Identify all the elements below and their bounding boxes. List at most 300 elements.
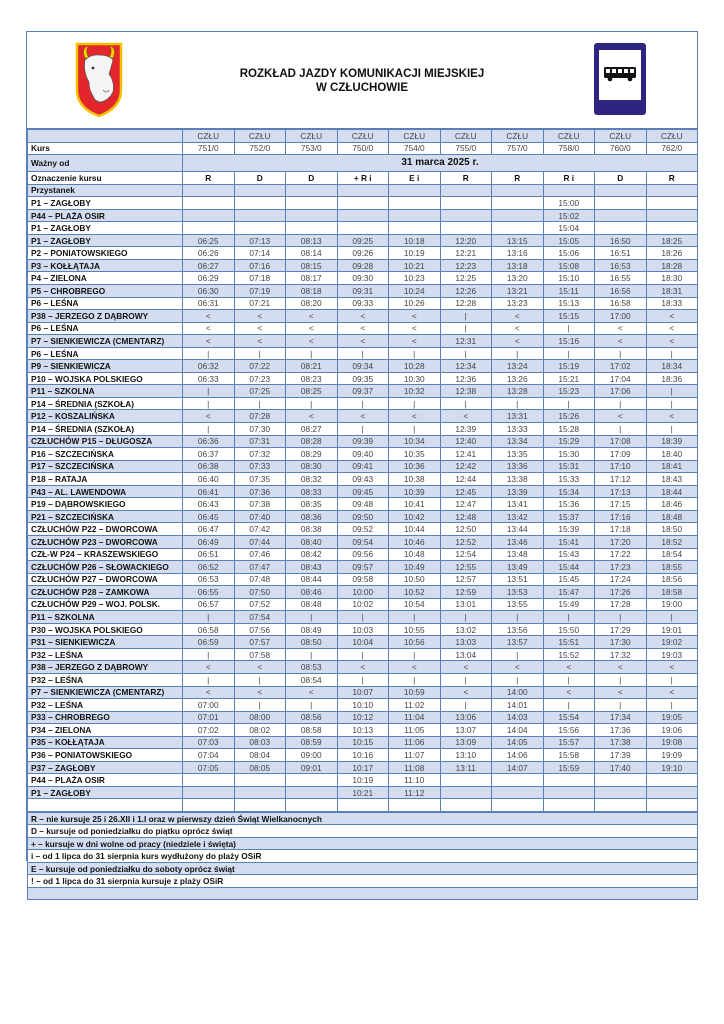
departure-time: 07:30 [234,423,286,436]
departure-time: < [286,310,338,323]
stop-name: P38 – JERZEGO Z DĄBROWY [28,661,183,674]
departure-time: 10:16 [337,749,389,762]
departure-time: | [183,385,235,398]
departure-time: 06:25 [183,234,235,247]
departure-time: 15:19 [543,360,595,373]
departure-time: 06:40 [183,473,235,486]
departure-time: 12:28 [440,297,492,310]
departure-time: 10:44 [389,523,441,536]
departure-time: 17:36 [595,724,647,737]
departure-time: 12:55 [440,561,492,574]
departure-time: 15:28 [543,423,595,436]
departure-time: 07:52 [234,598,286,611]
departure-time: 13:02 [440,623,492,636]
departure-time: < [183,410,235,423]
stop-row [28,234,698,247]
departure-time: 17:15 [595,498,647,511]
legend-table [27,812,698,901]
departure-time: 08:30 [286,460,338,473]
departure-time: < [337,335,389,348]
departure-time [440,774,492,787]
departure-time: | [543,611,595,624]
departure-time [492,786,544,799]
departure-time: 10:13 [337,724,389,737]
departure-time: 07:28 [234,410,286,423]
departure-time: 15:45 [543,573,595,586]
kurs-cell: 755/0 [440,142,492,155]
departure-time: 07:33 [234,460,286,473]
stop-name: P3 – KOŁŁĄTAJA [28,259,183,272]
legend-text [28,887,698,900]
departure-time: | [440,611,492,624]
departure-time: 11:04 [389,711,441,724]
departure-time: 11:08 [389,761,441,774]
stop-name: P43 – AL. LAWENDOWA [28,485,183,498]
departure-time: 06:36 [183,435,235,448]
departure-time: 13:16 [492,247,544,260]
departure-time: 17:29 [595,623,647,636]
departure-time: | [337,611,389,624]
departure-time: 18:58 [646,586,698,599]
stop-row [28,623,698,636]
departure-time: 11:10 [389,774,441,787]
departure-time: | [492,648,544,661]
departure-time: 08:02 [234,724,286,737]
departure-time: 16:58 [595,297,647,310]
stop-row [28,423,698,436]
departure-time: | [389,673,441,686]
departure-time: 13:41 [492,498,544,511]
departure-time: | [595,673,647,686]
stop-row [28,749,698,762]
legend-row [28,850,698,863]
departure-time: 17:26 [595,586,647,599]
departure-time: | [440,699,492,712]
legend-row [28,837,698,850]
departure-time: 08:58 [286,724,338,737]
departure-time: 08:33 [286,485,338,498]
stop-row [28,510,698,523]
departure-time: | [492,347,544,360]
departure-time: 13:10 [440,749,492,762]
departure-time: 10:59 [389,686,441,699]
departure-time: 15:05 [543,234,595,247]
departure-time: 18:31 [646,285,698,298]
departure-time [492,209,544,222]
stop-name: P34 – ZIELONA [28,724,183,737]
departure-time: 13:24 [492,360,544,373]
departure-time: 07:05 [183,761,235,774]
departure-time: 10:35 [389,448,441,461]
stop-name: P4 – ZIELONA [28,272,183,285]
departure-time: 07:23 [234,372,286,385]
departure-time: 15:54 [543,711,595,724]
departure-time: 17:23 [595,561,647,574]
legend-text: ! – od 1 lipca do 31 sierpnia kursuje z plaży OSiR [28,875,698,888]
stop-row [28,347,698,360]
departure-time: 14:00 [492,686,544,699]
departure-time: 12:31 [440,335,492,348]
marking-label: Oznaczenie kursu [28,172,183,185]
departure-time: < [337,310,389,323]
departure-time: 07:16 [234,259,286,272]
stop-name: P17 – SZCZECIŃSKA [28,460,183,473]
departure-time: | [543,699,595,712]
departure-time: 06:30 [183,285,235,298]
departure-time: 13:20 [492,272,544,285]
departure-time: 18:30 [646,272,698,285]
departure-time: 10:54 [389,598,441,611]
stop-row [28,310,698,323]
departure-time: 07:54 [234,611,286,624]
departure-time: < [183,335,235,348]
departure-time: 10:39 [389,485,441,498]
departure-time: 18:33 [646,297,698,310]
departure-time [234,197,286,210]
departure-time: 18:43 [646,473,698,486]
departure-time: 13:55 [492,598,544,611]
departure-time: 10:00 [337,586,389,599]
departure-time [440,222,492,235]
departure-time: 13:15 [492,234,544,247]
departure-time: 17:00 [595,310,647,323]
departure-time: 15:34 [543,485,595,498]
departure-time: 17:24 [595,573,647,586]
stop-row [28,385,698,398]
departure-time: 12:45 [440,485,492,498]
departure-time: 08:36 [286,510,338,523]
departure-time: | [440,310,492,323]
departure-time [286,799,338,812]
departure-time: 06:55 [183,586,235,599]
legend-row [28,812,698,825]
departure-time: 13:42 [492,510,544,523]
departure-time [389,222,441,235]
departure-time: | [646,699,698,712]
departure-time: 09:41 [337,460,389,473]
departure-time: 11:06 [389,736,441,749]
departure-time: 07:00 [183,699,235,712]
departure-time: < [492,661,544,674]
departure-time: 10:41 [389,498,441,511]
stop-row [28,397,698,410]
departure-time: 10:15 [337,736,389,749]
departure-time: 09:00 [286,749,338,762]
departure-time: 12:47 [440,498,492,511]
departure-time: 07:19 [234,285,286,298]
stop-row [28,523,698,536]
departure-time: 09:54 [337,535,389,548]
stop-row [28,247,698,260]
departure-time: 10:21 [389,259,441,272]
departure-time: 15:33 [543,473,595,486]
departure-time: 10:02 [337,598,389,611]
stop-name: CZŁUCHÓW P26 – SŁOWACKIEGO [28,561,183,574]
title-line-2: W CZŁUCHOWIE [316,82,408,94]
departure-time: 09:26 [337,247,389,260]
legend-row [28,862,698,875]
departure-time: 08:28 [286,435,338,448]
departure-time: 06:49 [183,535,235,548]
departure-time: 06:59 [183,636,235,649]
departure-time: 15:57 [543,736,595,749]
departure-time: 13:04 [440,648,492,661]
departure-time: | [286,611,338,624]
departure-time [234,786,286,799]
departure-time: 08:21 [286,360,338,373]
stop-row [28,285,698,298]
departure-time: | [183,611,235,624]
operator-cell: CZŁU [286,130,338,143]
departure-time: 10:49 [389,561,441,574]
departure-time: 06:38 [183,460,235,473]
departure-time: < [440,410,492,423]
departure-time: 14:04 [492,724,544,737]
legend-text: + – kursuje w dni wolne od pracy (niedziele i święta) [28,837,698,850]
departure-time: < [440,661,492,674]
departure-time: 13:53 [492,586,544,599]
departure-time: 10:04 [337,636,389,649]
departure-time: < [492,322,544,335]
departure-time [595,197,647,210]
operator-cell: CZŁU [440,130,492,143]
departure-time: 09:50 [337,510,389,523]
departure-time: 12:36 [440,372,492,385]
departure-time: 15:26 [543,410,595,423]
departure-time: 09:33 [337,297,389,310]
departure-time: < [646,310,698,323]
departure-time: | [337,397,389,410]
kurs-cell: 754/0 [389,142,441,155]
departure-time [286,774,338,787]
departure-time: | [389,648,441,661]
departure-time [234,799,286,812]
stop-row [28,209,698,222]
departure-time: 13:28 [492,385,544,398]
stop-row [28,573,698,586]
departure-time: 09:37 [337,385,389,398]
legend-row [28,887,698,900]
marking-cell: E i [389,172,441,185]
departure-time: | [492,673,544,686]
departure-time: | [646,423,698,436]
departure-time: < [183,661,235,674]
stop-name: P35 – KOŁŁĄTAJA [28,736,183,749]
departure-time: 06:27 [183,259,235,272]
departure-time: | [337,423,389,436]
departure-time: 06:32 [183,360,235,373]
departure-time: 15:15 [543,310,595,323]
departure-time: 09:39 [337,435,389,448]
departure-time: 09:35 [337,372,389,385]
departure-time: | [337,347,389,360]
departure-time: < [492,310,544,323]
departure-time: < [286,686,338,699]
departure-time: 08:43 [286,561,338,574]
departure-time [595,209,647,222]
departure-time: 11:02 [389,699,441,712]
stop-name: P33 – CHROBREGO [28,711,183,724]
departure-time: 10:55 [389,623,441,636]
kurs-cell: 751/0 [183,142,235,155]
departure-time [595,799,647,812]
departure-time [543,786,595,799]
departure-time: 12:39 [440,423,492,436]
departure-time: 18:26 [646,247,698,260]
stop-name: P5 – CHROBREGO [28,285,183,298]
stop-name: P6 – LEŚNA [28,322,183,335]
departure-time [389,197,441,210]
departure-time: 08:00 [234,711,286,724]
departure-time [337,222,389,235]
departure-time: < [183,322,235,335]
stop-row [28,586,698,599]
empty-cell [389,184,441,197]
departure-time: 15:49 [543,598,595,611]
departure-time: 12:23 [440,259,492,272]
departure-time: 08:49 [286,623,338,636]
departure-time: 13:39 [492,485,544,498]
departure-time: | [492,397,544,410]
departure-time: 15:44 [543,561,595,574]
departure-time: < [183,686,235,699]
departure-time: 15:31 [543,460,595,473]
marking-cell: + R i [337,172,389,185]
departure-time: 10:28 [389,360,441,373]
departure-time: < [337,322,389,335]
departure-time: 09:40 [337,448,389,461]
departure-time: 17:16 [595,510,647,523]
stop-name: P14 – ŚREDNIA (SZKOŁA) [28,397,183,410]
departure-time: 17:39 [595,749,647,762]
stop-name: P6 – LEŚNA [28,297,183,310]
departure-time: 08:50 [286,636,338,649]
departure-time: 17:13 [595,485,647,498]
stop-row [28,322,698,335]
departure-time: 15:21 [543,372,595,385]
departure-time: | [389,423,441,436]
departure-time: 13:38 [492,473,544,486]
stop-name: P44 – PLAŻA OSIR [28,209,183,222]
departure-time [492,197,544,210]
departure-time: 12:41 [440,448,492,461]
departure-time [646,786,698,799]
departure-time: 07:13 [234,234,286,247]
departure-time: 09:57 [337,561,389,574]
departure-time: 13:03 [440,636,492,649]
stop-name: P7 – SIENKIEWICZA (CMENTARZ) [28,335,183,348]
departure-time: 19:05 [646,711,698,724]
departure-time [234,209,286,222]
stop-name: P36 – PONIATOWSKIEGO [28,749,183,762]
valid-from-label: Ważny od [28,155,183,172]
departure-time [286,197,338,210]
departure-time: < [646,661,698,674]
departure-time: | [286,397,338,410]
marking-cell: R [440,172,492,185]
stop-name: P16 – SZCZECIŃSKA [28,448,183,461]
timetable-table [27,129,698,812]
departure-time: | [595,397,647,410]
departure-time: 13:31 [492,410,544,423]
departure-time: 17:18 [595,523,647,536]
departure-time: 06:26 [183,247,235,260]
stop-name: CZŁUCHÓW P22 – DWORCOWA [28,523,183,536]
legend-row [28,825,698,838]
departure-time: 19:03 [646,648,698,661]
stop-name: P44 – PLAŻA OSIR [28,774,183,787]
departure-time: 08:40 [286,535,338,548]
departure-time: 17:06 [595,385,647,398]
stop-row [28,673,698,686]
departure-time [646,209,698,222]
departure-time: < [337,661,389,674]
departure-time: | [595,611,647,624]
departure-time: 15:52 [543,648,595,661]
departure-time: 06:33 [183,372,235,385]
departure-time: 07:31 [234,435,286,448]
departure-time: 15:11 [543,285,595,298]
departure-time: 09:52 [337,523,389,536]
stop-row [28,498,698,511]
legend-text: D – kursuje od poniedziałku do piątku oprócz świąt [28,825,698,838]
departure-time: 06:47 [183,523,235,536]
departure-time: 10:07 [337,686,389,699]
stop-row [28,297,698,310]
departure-time: 13:09 [440,736,492,749]
stop-row [28,485,698,498]
departure-time: 13:49 [492,561,544,574]
empty-cell [543,184,595,197]
stop-name: P1 – ZAGŁOBY [28,234,183,247]
departure-time: 15:10 [543,272,595,285]
departure-time: 10:23 [389,272,441,285]
departure-time: 19:02 [646,636,698,649]
stop-name: P18 – RATAJA [28,473,183,486]
departure-time: 10:19 [337,774,389,787]
departure-time: 13:26 [492,372,544,385]
departure-time [543,799,595,812]
stop-name: P37 – ZAGŁOBY [28,761,183,774]
departure-time: 16:56 [595,285,647,298]
stop-name: CZŁUCHÓW P28 – ZAMKOWA [28,586,183,599]
departure-time: 11:05 [389,724,441,737]
departure-time [286,209,338,222]
departure-time: 15:50 [543,623,595,636]
departure-time: 10:42 [389,510,441,523]
departure-time [595,774,647,787]
stop-name: P9 – SIENKIEWICZA [28,360,183,373]
departure-time: 07:36 [234,485,286,498]
stop-name: P19 – DĄBROWSKIEGO [28,498,183,511]
departure-time: 10:52 [389,586,441,599]
operator-cell: CZŁU [543,130,595,143]
departure-time: | [234,347,286,360]
legend-text: R – nie kursuje 25 i 26.XII i 1.I oraz w pierwszy dzień Świąt Wielkanocnych [28,812,698,825]
empty-cell [286,184,338,197]
departure-time: < [389,410,441,423]
departure-time: 15:04 [543,222,595,235]
departure-time: 07:57 [234,636,286,649]
stop-row [28,335,698,348]
stop-row [28,197,698,210]
departure-time: 18:40 [646,448,698,461]
operator-label [28,130,183,143]
departure-time [183,197,235,210]
departure-time: | [286,347,338,360]
stop-name: CZŁUCHÓW P29 – WOJ. POLSK. [28,598,183,611]
operator-cell: CZŁU [234,130,286,143]
